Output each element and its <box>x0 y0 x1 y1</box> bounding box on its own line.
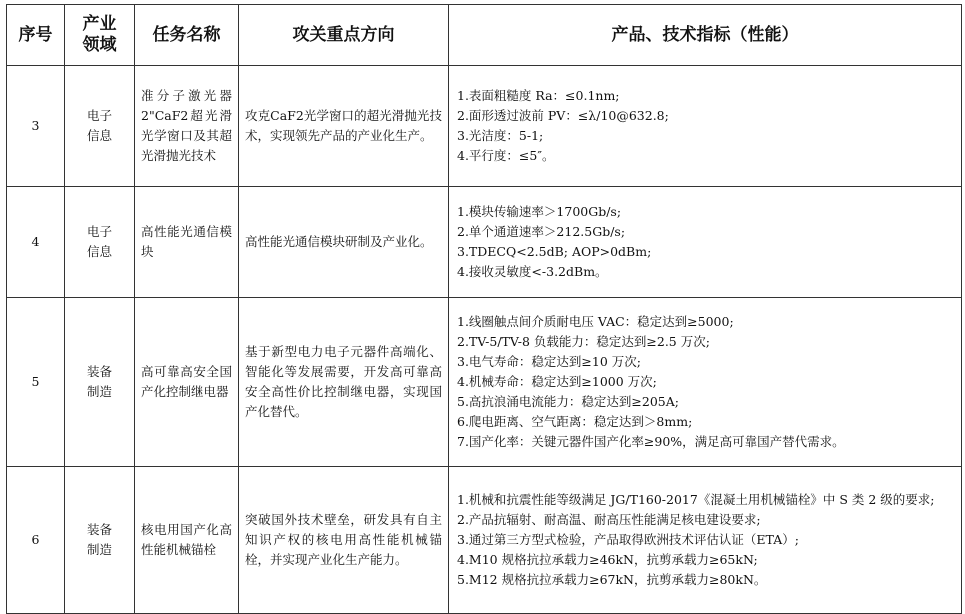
spec-line: 2.单个通道速率＞212.5Gb/s; <box>457 224 626 239</box>
spec-line: 2.产品抗辐射、耐高温、耐高压性能满足核电建设要求; <box>457 512 761 527</box>
row-specs <box>449 467 962 614</box>
spec-line: 3.光洁度：5-1; <box>457 128 544 143</box>
header-row <box>7 5 962 66</box>
spec-line: 4.接收灵敏度<-3.2dBm。 <box>457 264 608 279</box>
row-task: 高性能光通信模块 <box>135 187 239 298</box>
header-direction: 攻关重点方向 <box>239 5 449 66</box>
row-task: 高可靠高安全国产化控制继电器 <box>135 298 239 467</box>
row-field: 电子 信息 <box>65 66 135 187</box>
row-direction: 攻克CaF2光学窗口的超光滑抛光技术，实现领先产品的产业化生产。 <box>239 66 449 187</box>
table-row <box>7 187 962 298</box>
row-no: 4 <box>7 187 65 298</box>
spec-line: 3.通过第三方型式检验，产品取得欧洲技术评估认证（ETA）; <box>457 532 799 547</box>
spec-line: 1.表面粗糙度 Ra：≤0.1nm; <box>457 88 620 103</box>
row-task: 准分子激光器2"CaF2超光滑光学窗口及其超光滑抛光技术 <box>135 66 239 187</box>
task-table <box>6 4 962 614</box>
row-specs <box>449 298 962 467</box>
spec-line: 2.面形透过波前 PV：≤λ/10@632.8; <box>457 108 669 123</box>
spec-line: 5.M12 规格抗拉承载力≥67kN，抗剪承载力≥80kN。 <box>457 572 767 587</box>
row-no: 3 <box>7 66 65 187</box>
row-direction: 基于新型电力电子元器件高端化、智能化等发展需要，开发高可靠高安全高性价比控制继电器，实现国产化替代。 <box>239 298 449 467</box>
table-row <box>7 66 962 187</box>
header-no: 序号 <box>7 5 65 66</box>
spec-line: 5.高抗浪涌电流能力：稳定达到≥205A; <box>457 394 679 409</box>
row-field: 电子 信息 <box>65 187 135 298</box>
spec-line: 4.机械寿命：稳定达到≥1000 万次; <box>457 374 657 389</box>
spec-line: 4.M10 规格抗拉承载力≥46kN，抗剪承载力≥65kN; <box>457 552 758 567</box>
spec-line: 7.国产化率：关键元器件国产化率≥90%，满足高可靠国产替代需求。 <box>457 434 845 449</box>
header-task: 任务名称 <box>135 5 239 66</box>
spec-line: 3.电气寿命：稳定达到≥10 万次; <box>457 354 641 369</box>
row-direction: 突破国外技术壁垒，研发具有自主知识产权的核电用高性能机械锚栓，并实现产业化生产能力。 <box>239 467 449 614</box>
row-direction: 高性能光通信模块研制及产业化。 <box>239 187 449 298</box>
table-row <box>7 467 962 614</box>
table-row <box>7 298 962 467</box>
header-field: 产业 领域 <box>65 5 135 66</box>
spec-line: 1.线圈触点间介质耐电压 VAC：稳定达到≥5000; <box>457 314 734 329</box>
header-spec: 产品、技术指标（性能） <box>449 5 962 66</box>
row-no: 5 <box>7 298 65 467</box>
spec-line: 4.平行度：≤5″。 <box>457 148 555 163</box>
row-task: 核电用国产化高性能机械锚栓 <box>135 467 239 614</box>
spec-line: 1.机械和抗震性能等级满足 JG/T160-2017《混凝土用机械锚栓》中 S 类 2 级的要求; <box>457 492 935 507</box>
spec-line: 2.TV-5/TV-8 负载能力：稳定达到≥2.5 万次; <box>457 334 710 349</box>
row-specs <box>449 66 962 187</box>
spec-line: 3.TDECQ<2.5dB; AOP>0dBm; <box>457 244 652 259</box>
row-field: 装备 制造 <box>65 298 135 467</box>
spec-line: 6.爬电距离、空气距离：稳定达到＞8mm; <box>457 414 693 429</box>
row-specs <box>449 187 962 298</box>
row-no: 6 <box>7 467 65 614</box>
row-field: 装备 制造 <box>65 467 135 614</box>
spec-line: 1.模块传输速率＞1700Gb/s; <box>457 204 622 219</box>
